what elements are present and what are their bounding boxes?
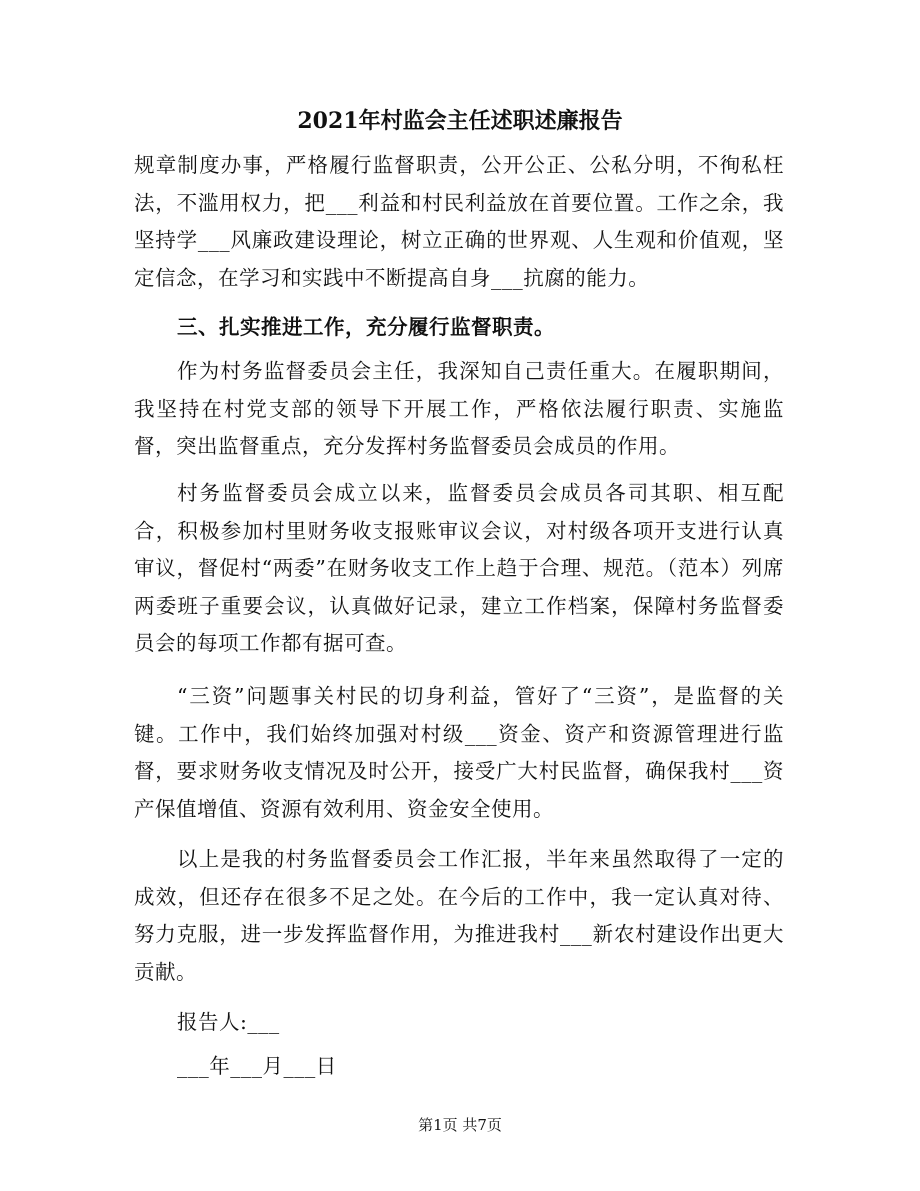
page-number: 第1页 共7页	[418, 1116, 502, 1134]
section-heading-3: 三、扎实推进工作，充分履行监督职责。	[177, 315, 555, 339]
reporter-line: 报告人:___	[177, 1010, 280, 1034]
paragraph-5: 以上是我的村务监督委员会工作汇报，半年来虽然取得了一定的成效，但还存在很多不足之处。在今后的工作中，我一定认真对待、努力克服，进一步发挥监督作用，为推进我村___新农村建设作出更大贡献。	[134, 847, 784, 984]
paragraph-1: 规章制度办事，严格履行监督职责，公开公正、公私分明，不徇私枉法，不滥用权力，把___利益和村民利益放在首要位置。工作之余，我坚持学___风廉政建设理论，树立正确的世界观、人生观和价值观，坚定信念，在学习和实践中不断提高自身___抗腐的能力。	[134, 153, 784, 290]
paragraph-2: 作为村务监督委员会主任，我深知自己责任重大。在履职期间，我坚持在村党支部的领导下开展工作，严格依法履行职责、实施监督，突出监督重点，充分发挥村务监督委员会成员的作用。	[134, 359, 784, 458]
date-line: ___年___月___日	[177, 1054, 337, 1078]
document-title: 2021年村监会主任述职述廉报告	[297, 108, 623, 134]
paragraph-3: 村务监督委员会成立以来，监督委员会成员各司其职、相互配合，积极参加村里财务收支报账审议会议，对村级各项开支进行认真审议，督促村“两委”在财务收支工作上趋于合理、规范。（范本）列席两委班子重要会议，认真做好记录，建立工作档案，保障村务监督委员会的每项工作都有据可查。	[134, 481, 784, 655]
paragraph-4: “三资”问题事关村民的切身利益，管好了“三资”，是监督的关键。工作中，我们始终加强对村级___资金、资产和资源管理进行监督，要求财务收支情况及时公开，接受广大村民监督，确保我村___资产保值增值、资源有效利用、资金安全使用。	[134, 684, 784, 821]
